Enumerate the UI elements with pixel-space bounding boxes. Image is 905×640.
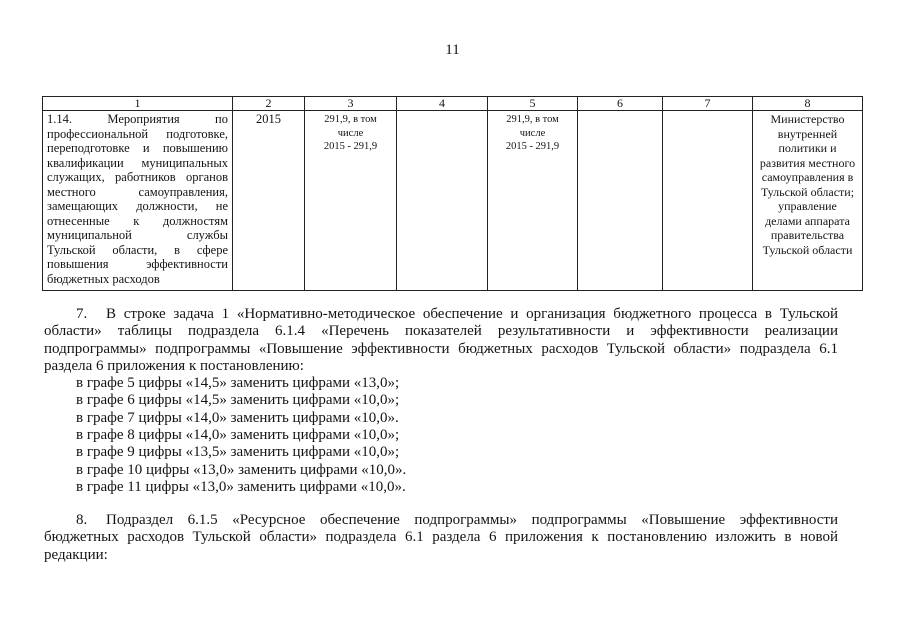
replacement-item: в графе 6 цифры «14,5» заменить цифрами «10,0»; bbox=[76, 392, 400, 409]
cell-line: 291,9, в том bbox=[506, 114, 559, 125]
item-number: 8. bbox=[76, 512, 88, 528]
cell-line: бюджетных расходов bbox=[47, 271, 160, 286]
cell-responsible bbox=[753, 111, 863, 291]
table-header-row bbox=[43, 97, 863, 111]
column-header-5: 5 bbox=[488, 97, 578, 111]
paragraph-first-line bbox=[76, 512, 838, 529]
program-table bbox=[42, 96, 863, 291]
paragraph-line: раздела 6 приложения к постановлению: bbox=[44, 357, 304, 374]
column-header-1: 1 bbox=[43, 97, 233, 111]
cell-line: правительства bbox=[770, 228, 845, 242]
replacement-item: в графе 11 цифры «13,0» заменить цифрами «10,0». bbox=[76, 478, 406, 495]
cell-line: развития местного bbox=[759, 155, 856, 170]
cell-line: 1.14. Мероприятия по bbox=[47, 112, 228, 126]
item-number: 7. bbox=[76, 306, 88, 322]
page-number: 11 bbox=[445, 42, 460, 58]
cell-activity bbox=[43, 111, 233, 291]
paragraph-line: области» таблицы подраздела 6.1.4 «Перечень показателей результативности и эффективности реализации bbox=[44, 323, 838, 340]
cell-line: Тульской области bbox=[762, 242, 853, 257]
cell-line: 2015 - 291,9 bbox=[323, 141, 378, 152]
replacement-item: в графе 5 цифры «14,5» заменить цифрами «13,0»; bbox=[76, 375, 400, 392]
cell-line: Министерство bbox=[770, 112, 845, 126]
column-header-2: 2 bbox=[233, 97, 305, 111]
item-8-paragraph bbox=[44, 512, 838, 564]
item-7-paragraph bbox=[44, 306, 838, 496]
cell-line: профессиональной подготовке, bbox=[47, 126, 228, 141]
column-header-7: 7 bbox=[663, 97, 753, 111]
cell-line: числе bbox=[337, 127, 364, 139]
paragraph-line: Подраздел 6.1.5 «Ресурсное обеспечение подпрограммы» подпрограммы «Повышение эффективности bbox=[106, 512, 838, 528]
cell-amount-col3 bbox=[305, 111, 397, 291]
cell-line: повышения эффективности bbox=[47, 257, 228, 271]
column-header-8: 8 bbox=[753, 97, 863, 111]
cell-empty-col7 bbox=[663, 111, 753, 291]
paragraph-line: редакции: bbox=[44, 546, 108, 563]
cell-line: числе bbox=[519, 127, 546, 139]
cell-line: управление bbox=[778, 199, 837, 213]
cell-amount-col5 bbox=[488, 111, 578, 291]
cell-line: политики и bbox=[778, 141, 837, 155]
replacement-item: в графе 7 цифры «14,0» заменить цифрами «10,0». bbox=[76, 409, 399, 426]
replacement-item: в графе 9 цифры «13,5» заменить цифрами «10,0»; bbox=[76, 444, 400, 461]
paragraph-line: бюджетных расходов Тульской области» подраздела 6.1 раздела 6 приложения к постановлению изложить в новой bbox=[44, 529, 838, 546]
table-row bbox=[43, 111, 863, 291]
cell-line: делами аппарата bbox=[765, 213, 850, 228]
cell-line: замещающих должности, не bbox=[47, 199, 228, 213]
cell-line: муниципальной службы bbox=[47, 228, 228, 242]
cell-line: 291,9, в том bbox=[324, 114, 377, 125]
cell-line: местного самоуправления, bbox=[47, 184, 228, 199]
column-header-6: 6 bbox=[578, 97, 663, 111]
cell-line: переподготовке и повышению bbox=[47, 141, 228, 155]
column-header-4: 4 bbox=[397, 97, 488, 111]
paragraph-first-line bbox=[76, 306, 838, 323]
cell-line: служащих, работников органов bbox=[47, 170, 228, 184]
cell-line: 2015 - 291,9 bbox=[505, 141, 560, 152]
replacement-item: в графе 8 цифры «14,0» заменить цифрами «10,0»; bbox=[76, 427, 400, 444]
cell-line: Тульской области, в сфере bbox=[47, 242, 228, 257]
cell-line: отнесенные к должностям bbox=[47, 213, 228, 228]
paragraph-line: В строке задача 1 «Нормативно-методическое обеспечение и организация бюджетного процесса в Тульской bbox=[106, 306, 838, 322]
cell-line: квалификации муниципальных bbox=[47, 155, 228, 170]
paragraph-line: подпрограммы» подпрограммы «Повышение эффективности бюджетных расходов Тульской области» подраздела 6.1 bbox=[44, 340, 838, 357]
replacement-item: в графе 10 цифры «13,0» заменить цифрами «10,0». bbox=[76, 461, 407, 478]
cell-empty-col6 bbox=[578, 111, 663, 291]
cell-line: Тульской области; bbox=[760, 184, 855, 199]
cell-line: самоуправления в bbox=[761, 170, 854, 184]
cell-year: 2015 bbox=[233, 111, 305, 291]
cell-line: внутренней bbox=[777, 126, 838, 141]
cell-empty-col4 bbox=[397, 111, 488, 291]
column-header-3: 3 bbox=[305, 97, 397, 111]
